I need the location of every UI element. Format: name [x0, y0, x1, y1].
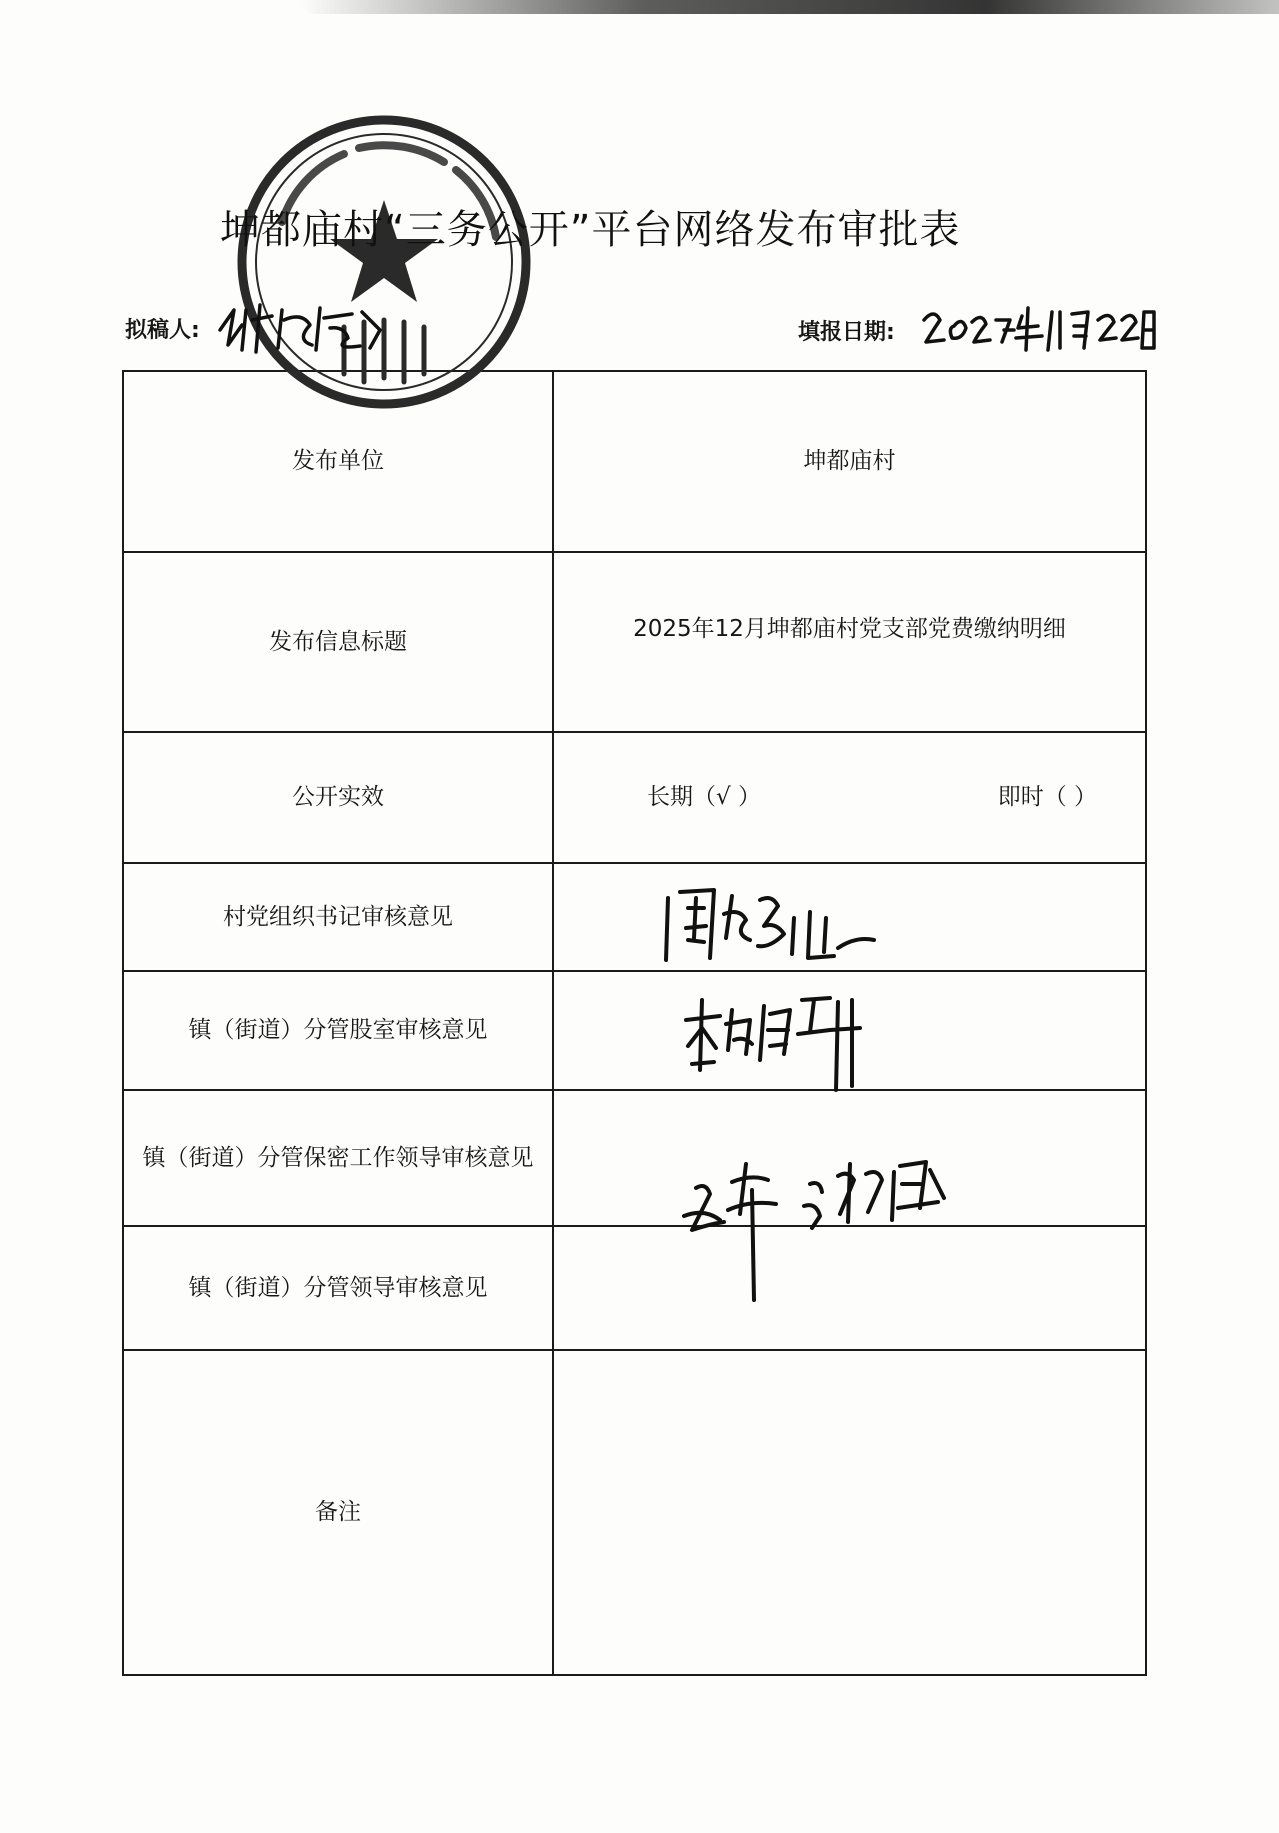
security-leader-signature: [680, 1150, 950, 1310]
row-value-remarks: [553, 1350, 1146, 1675]
scan-edge-shadow: [300, 0, 1279, 14]
section-signature: [680, 990, 870, 1100]
row-label-secretary-review: 村党组织书记审核意见: [123, 863, 553, 971]
period-long-term-option: 长期（√ ）: [647, 784, 761, 811]
row-label-security-review: 镇（街道）分管保密工作领导审核意见: [123, 1090, 553, 1226]
row-label-info-title: 发布信息标题: [123, 552, 553, 732]
period-immediate-option: 即时（ ）: [997, 784, 1097, 811]
table-row: [123, 1350, 1146, 1675]
row-label-section-review: 镇（街道）分管股室审核意见: [123, 971, 553, 1090]
table-row: [123, 552, 1146, 732]
table-row: [123, 1090, 1146, 1226]
table-row: [123, 732, 1146, 863]
fill-date-label: 填报日期:: [798, 320, 895, 345]
drafter-signature: [212, 290, 402, 360]
fill-date-handwritten: [918, 298, 1158, 356]
row-label-remarks: 备注: [123, 1350, 553, 1675]
row-value-info-title: 2025年12月坤都庙村党支部党费缴纳明细: [553, 552, 1146, 732]
row-label-disclosure-period: 公开实效: [123, 732, 553, 863]
approval-table: [122, 370, 1147, 1676]
row-value-publisher: 坤都庙村: [553, 371, 1146, 552]
drafter-label: 拟稿人:: [125, 318, 200, 343]
row-value-disclosure-period: [553, 732, 1146, 863]
secretary-signature: [660, 878, 880, 968]
table-row: [123, 863, 1146, 971]
document-title: 坤都庙村“三务公开”平台网络发布审批表: [220, 207, 961, 253]
table-row: [123, 971, 1146, 1090]
row-label-leader-review: 镇（街道）分管领导审核意见: [123, 1226, 553, 1350]
row-label-publisher: 发布单位: [123, 371, 553, 552]
table-row: [123, 1226, 1146, 1350]
period-options: [562, 781, 1137, 813]
official-seal: [234, 112, 534, 412]
